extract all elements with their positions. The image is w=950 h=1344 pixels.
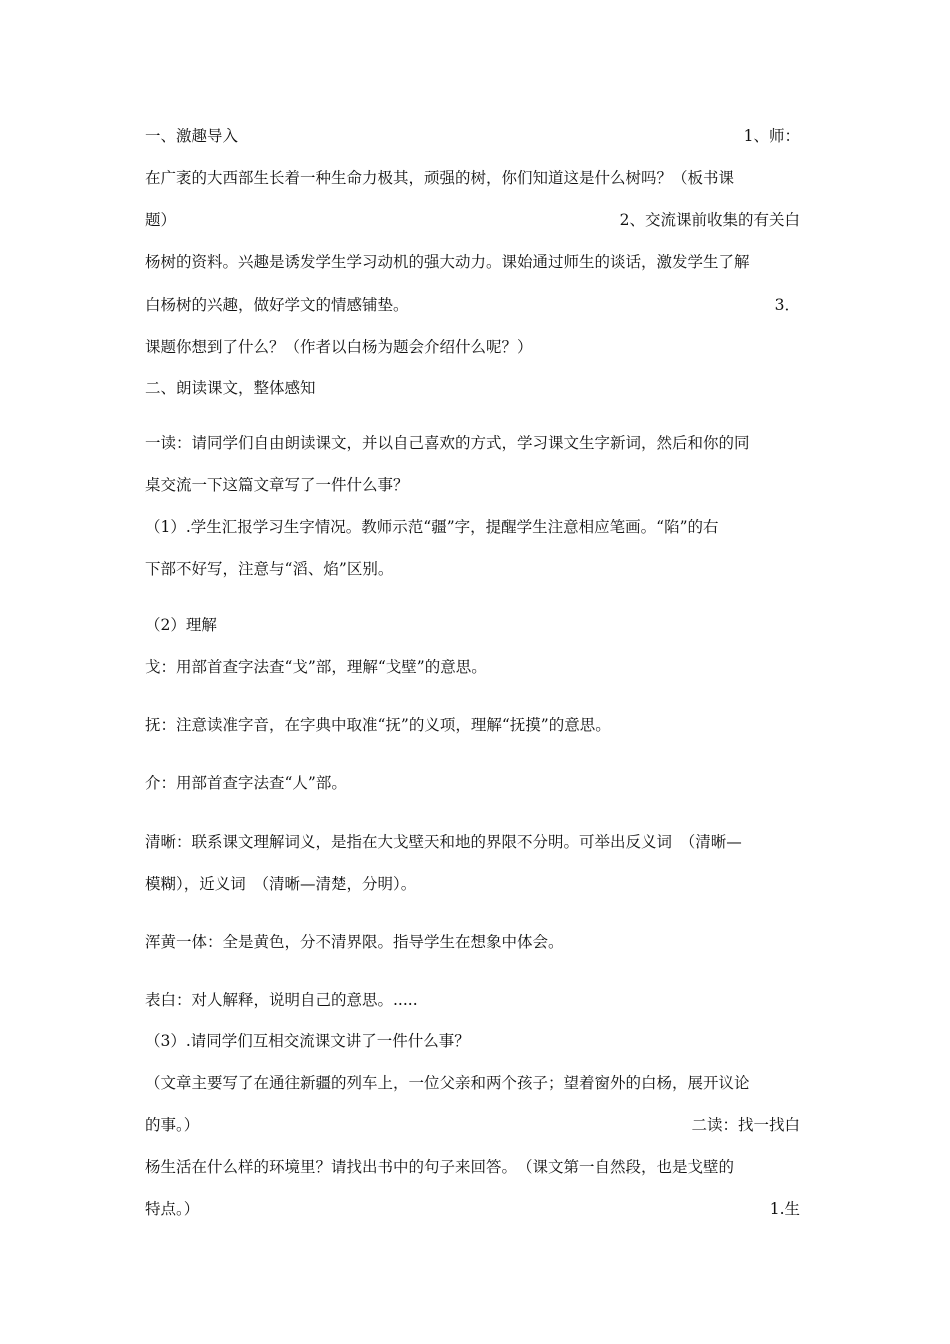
text-line-5 — [145, 294, 800, 316]
vocab-biaobai: 表白：对人解释，说明自己的意思。..... — [145, 991, 418, 1009]
text-fragment: 的事。） — [145, 1116, 200, 1134]
text-line-24 — [145, 1198, 800, 1220]
text-fragment: 题） — [145, 211, 177, 229]
text-line-10: （1）.学生汇报学习生字情况。教师示范“疆”字，提醒学生注意相应笔画。“陷”的右 — [145, 518, 719, 536]
subheading-understanding: （2）理解 — [145, 616, 217, 634]
text-line-9: 桌交流一下这篇文章写了一件什么事？ — [145, 476, 409, 494]
heading-reading: 二、朗读课文，整体感知 — [145, 379, 316, 397]
item-2-exchange: 2、交流课前收集的有关白 — [619, 211, 800, 229]
text-line-21: （文章主要写了在通往新疆的列车上，一位父亲和两个孩子；望着窗外的白杨，展开议论 — [145, 1074, 750, 1092]
second-reading-label: 二读：找一找白 — [691, 1116, 800, 1134]
text-line-8: 一读：请同学们自由朗读课文，并以自己喜欢的方式，学习课文生字新词，然后和你的同 — [145, 434, 750, 452]
item-3-number: 3． — [774, 296, 800, 314]
text-line-11: 下部不好写，注意与“滔、焰”区别。 — [145, 560, 394, 578]
text-line-17: 模糊），近义词 （清晰—清楚，分明）。 — [145, 875, 417, 893]
item-1-student: 1.生 — [769, 1200, 800, 1218]
text-line-20: （3）.请同学们互相交流课文讲了一件什么事？ — [145, 1032, 470, 1050]
item-1-teacher: 1、师： — [743, 127, 800, 145]
text-fragment: 白杨树的兴趣，做好学文的情感铺垫。 — [145, 296, 409, 314]
vocab-ge: 戈：用部首查字法查“戈”部，理解“戈壁”的意思。 — [145, 658, 487, 676]
text-line-22 — [145, 1114, 800, 1136]
text-line-3 — [145, 209, 800, 231]
text-line-1 — [145, 125, 800, 147]
text-fragment: 特点。） — [145, 1200, 200, 1218]
text-line-23: 杨生活在什么样的环境里？请找出书中的句子来回答。 （课文第一自然段，也是戈壁的 — [145, 1158, 735, 1176]
vocab-fu: 抚：注意读准字音，在字典中取准“抚”的义项，理解“抚摸”的意思。 — [145, 716, 611, 734]
text-line-2: 在广袤的大西部生长着一种生命力极其，顽强的树，你们知道这是什么树吗？（板书课 — [145, 169, 735, 187]
text-line-6: 课题你想到了什么？（作者以白杨为题会介绍什么呢？） — [145, 338, 533, 356]
vocab-hunhuang: 浑黄一体：全是黄色，分不清界限。指导学生在想象中体会。 — [145, 933, 564, 951]
heading-intro: 一、激趣导入 — [145, 127, 239, 145]
vocab-jie: 介：用部首查字法查“人”部。 — [145, 774, 347, 792]
text-line-4: 杨树的资料。兴趣是诱发学生学习动机的强大动力。课始通过师生的谈话，激发学生了解 — [145, 253, 750, 271]
vocab-qingxi: 清晰：联系课文理解词义，是指在大戈壁天和地的界限不分明。可举出反义词 （清晰— — [145, 833, 742, 851]
